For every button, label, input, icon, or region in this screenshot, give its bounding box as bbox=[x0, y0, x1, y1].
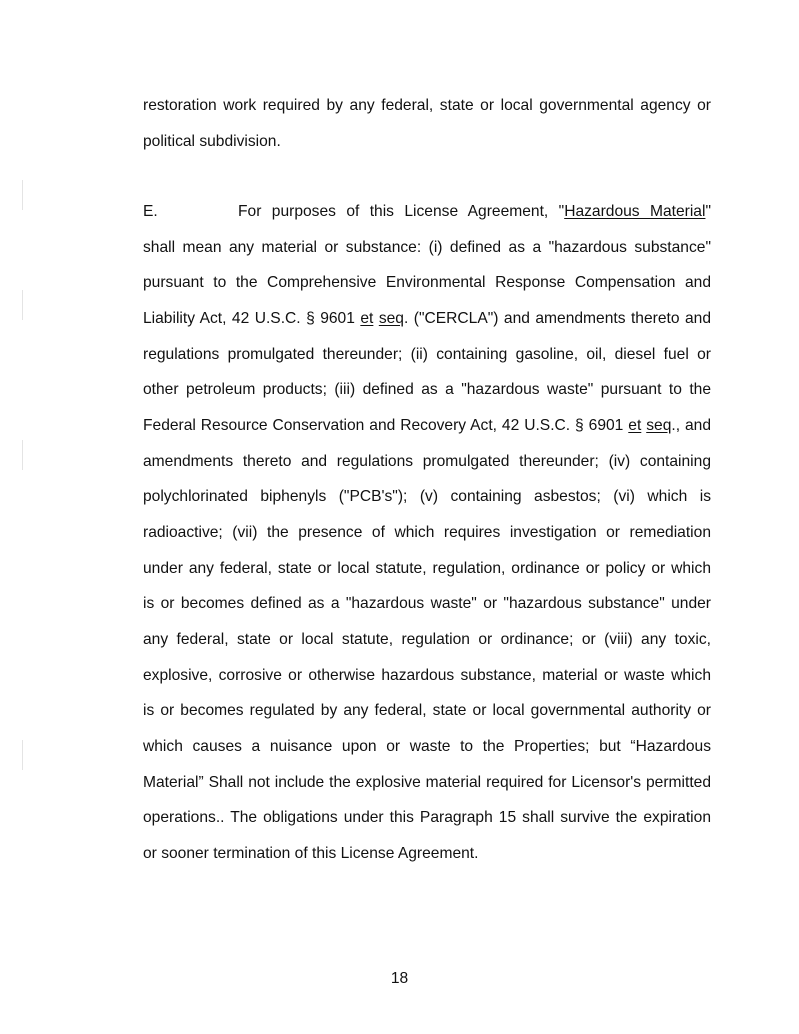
text-line: is or becomes defined as a "hazardous waste" or "hazardous substance" under bbox=[143, 595, 711, 612]
text-line: Material” Shall not include the explosive material required for Licensor's permitted bbox=[143, 774, 711, 791]
defined-term: Hazardous Material bbox=[564, 203, 706, 220]
text-span: Liability Act, 42 U.S.C. § 9601 bbox=[143, 310, 361, 327]
scan-margin-mark bbox=[22, 740, 23, 770]
text-line: radioactive; (vii) the presence of which requires investigation or remediation bbox=[143, 524, 711, 541]
text-line: other petroleum products; (iii) defined as a "hazardous waste" pursuant to the bbox=[143, 381, 711, 398]
text-line bbox=[143, 310, 711, 328]
text-line: pursuant to the Comprehensive Environmental Response Compensation and bbox=[143, 274, 711, 291]
text-line: which causes a nuisance upon or waste to the Properties; but “Hazardous bbox=[143, 738, 711, 755]
text-line: operations.. The obligations under this Paragraph 15 shall survive the expiration bbox=[143, 809, 711, 826]
text-line: is or becomes regulated by any federal, state or local governmental authority or bbox=[143, 702, 711, 719]
page-number: 18 bbox=[390, 970, 409, 987]
text-line: any federal, state or local statute, regulation or ordinance; or (viii) any toxic, bbox=[143, 631, 711, 648]
text-line: explosive, corrosive or otherwise hazardous substance, material or waste which bbox=[143, 667, 711, 684]
scan-margin-mark bbox=[22, 440, 23, 470]
text-span: ., and bbox=[671, 417, 712, 434]
text-span: . ("CERCLA") and amendments thereto and bbox=[403, 310, 711, 327]
paragraph-label: E. bbox=[143, 203, 158, 220]
text-line: polychlorinated biphenyls ("PCB's"); (v) containing asbestos; (vi) which is bbox=[143, 488, 711, 505]
text-line: restoration work required by any federal, state or local governmental agency or bbox=[143, 97, 711, 114]
text-line: shall mean any material or substance: (i) defined as a "hazardous substance" bbox=[143, 239, 711, 256]
text-line bbox=[143, 417, 711, 435]
scan-margin-mark bbox=[22, 290, 23, 320]
paragraph-e-first-line bbox=[238, 203, 711, 221]
text-line: or sooner termination of this License Agreement. bbox=[143, 845, 479, 862]
citation-seq: seq bbox=[646, 417, 672, 434]
citation-et: et bbox=[360, 310, 374, 327]
text-span: For purposes of this License Agreement, " bbox=[238, 203, 565, 220]
text-span: Federal Resource Conservation and Recovery Act, 42 U.S.C. § 6901 bbox=[143, 417, 629, 434]
scan-margin-mark bbox=[22, 180, 23, 210]
text-line: under any federal, state or local statute, regulation, ordinance or policy or which bbox=[143, 560, 711, 577]
text-line: amendments thereto and regulations promulgated thereunder; (iv) containing bbox=[143, 453, 711, 470]
text-line: regulations promulgated thereunder; (ii) containing gasoline, oil, diesel fuel or bbox=[143, 346, 711, 363]
citation-seq: seq bbox=[378, 310, 404, 327]
text-span: " bbox=[705, 203, 711, 220]
text-line: political subdivision. bbox=[143, 133, 281, 150]
citation-et: et bbox=[628, 417, 642, 434]
